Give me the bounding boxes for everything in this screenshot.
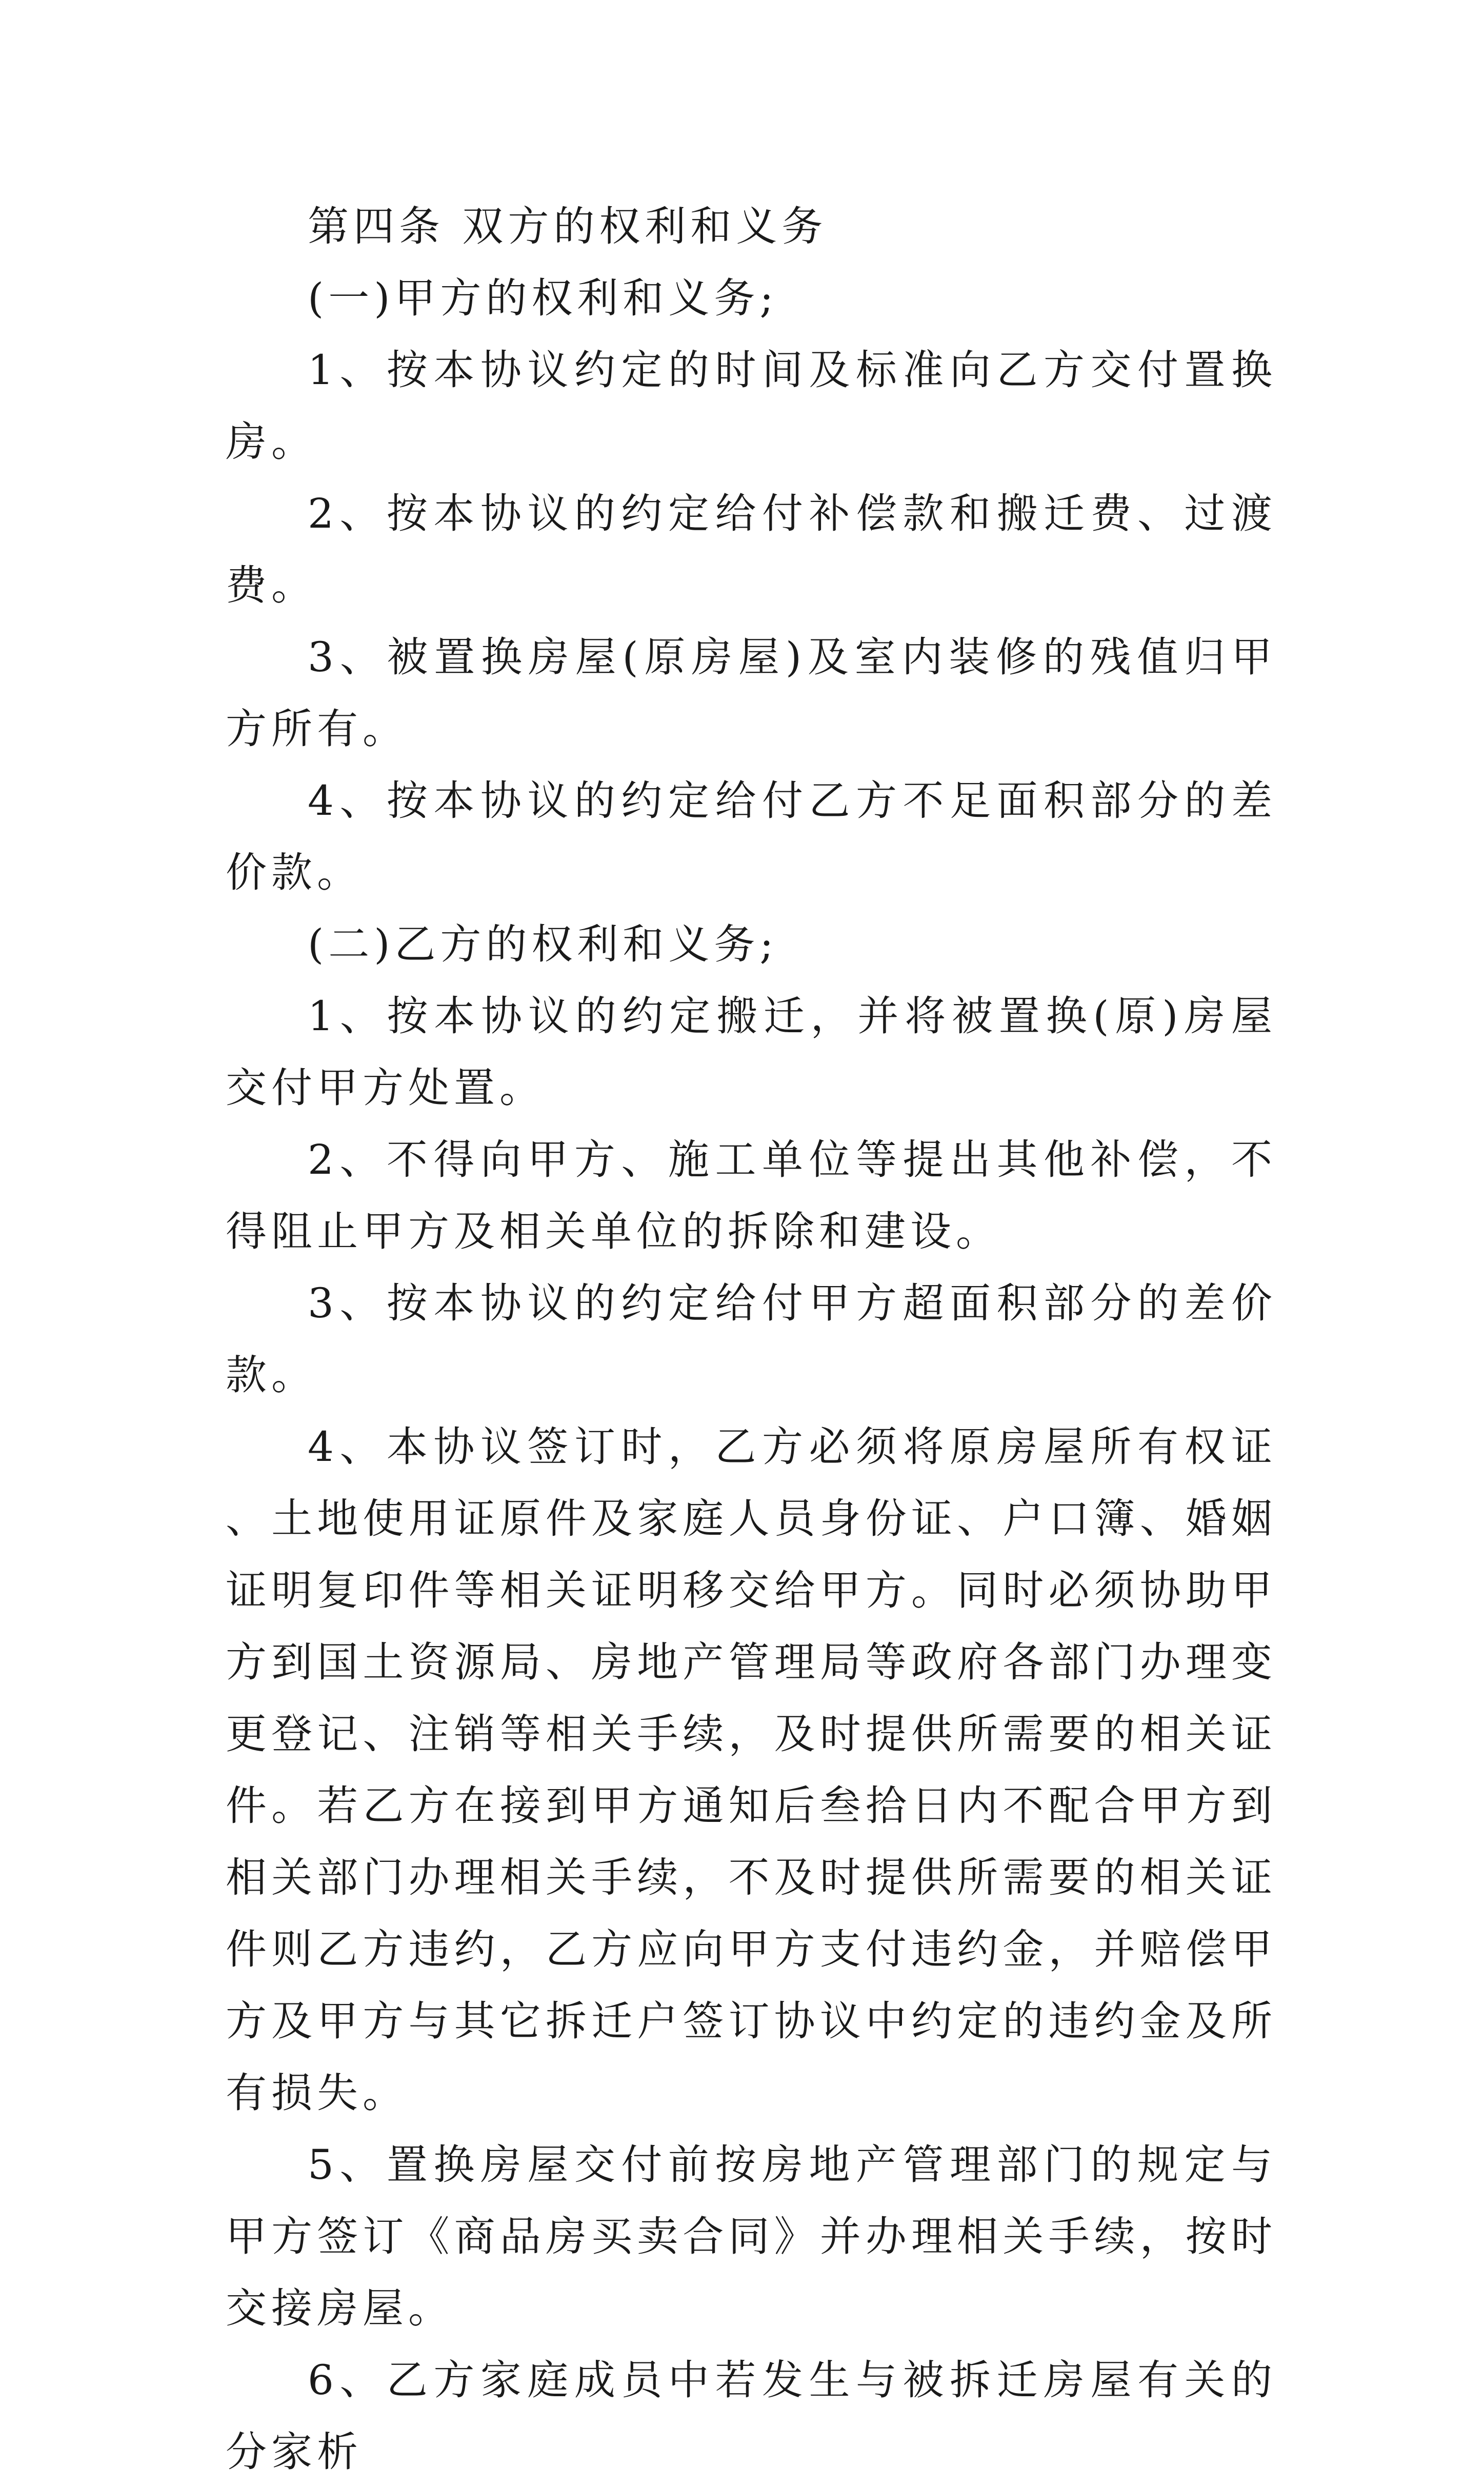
party-b-clause-2: 2、不得向甲方、施工单位等提出其他补偿，不得阻止甲方及相关单位的拆除和建设。: [226, 1136, 1277, 1255]
party-a-clause-4: 4、按本协议的约定给付乙方不足面积部分的差价款。: [226, 777, 1277, 896]
party-b-clause-4: 4、本协议签订时，乙方必须将原房屋所有权证、土地使用证原件及家庭人员身份证、户口簿、婚姻证明复印件等相关证明移交给甲方。同时必须协助甲方到国土资源局、房地产管理局等政府各部门办理变更登记、注销等相关手续，及时提供所需要的相关证件。若乙方在接到甲方通知后叁拾日内不配合甲方到相关部门办理相关手续，不及时提供所需要的相关证件则乙方违约，乙方应向甲方支付违约金，并赔偿甲方及甲方与其它拆迁户签订协议中约定的违约金及所有损失。: [226, 1423, 1277, 2117]
party-b-clause-5: 5、置换房屋交付前按房地产管理部门的规定与甲方签订《商品房买卖合同》并办理相关手续，按时交接房屋。: [226, 2141, 1277, 2332]
party-b-clause-3: 3、按本协议的约定给付甲方超面积部分的差价款。: [226, 1279, 1277, 1399]
party-a-section-heading: (一)甲方的权利和义务;: [308, 274, 778, 322]
party-b-section-heading: (二)乙方的权利和义务;: [308, 920, 778, 968]
party-a-clause-1: 1、按本协议约定的时间及标准向乙方交付置换房。: [226, 346, 1277, 466]
document-body: [226, 191, 1277, 2488]
party-b-clause-6: 6、乙方家庭成员中若发生与被拆迁房屋有关的分家析: [226, 2356, 1277, 2476]
article-heading: 第四条 双方的权利和义务: [308, 203, 828, 250]
party-a-clause-3: 3、被置换房屋(原房屋)及室内装修的残值归甲方所有。: [226, 633, 1277, 753]
party-a-clause-2: 2、按本协议的约定给付补偿款和搬迁费、过渡费。: [226, 490, 1277, 609]
party-b-clause-1: 1、按本协议的约定搬迁，并将被置换(原)房屋交付甲方处置。: [226, 992, 1277, 1112]
